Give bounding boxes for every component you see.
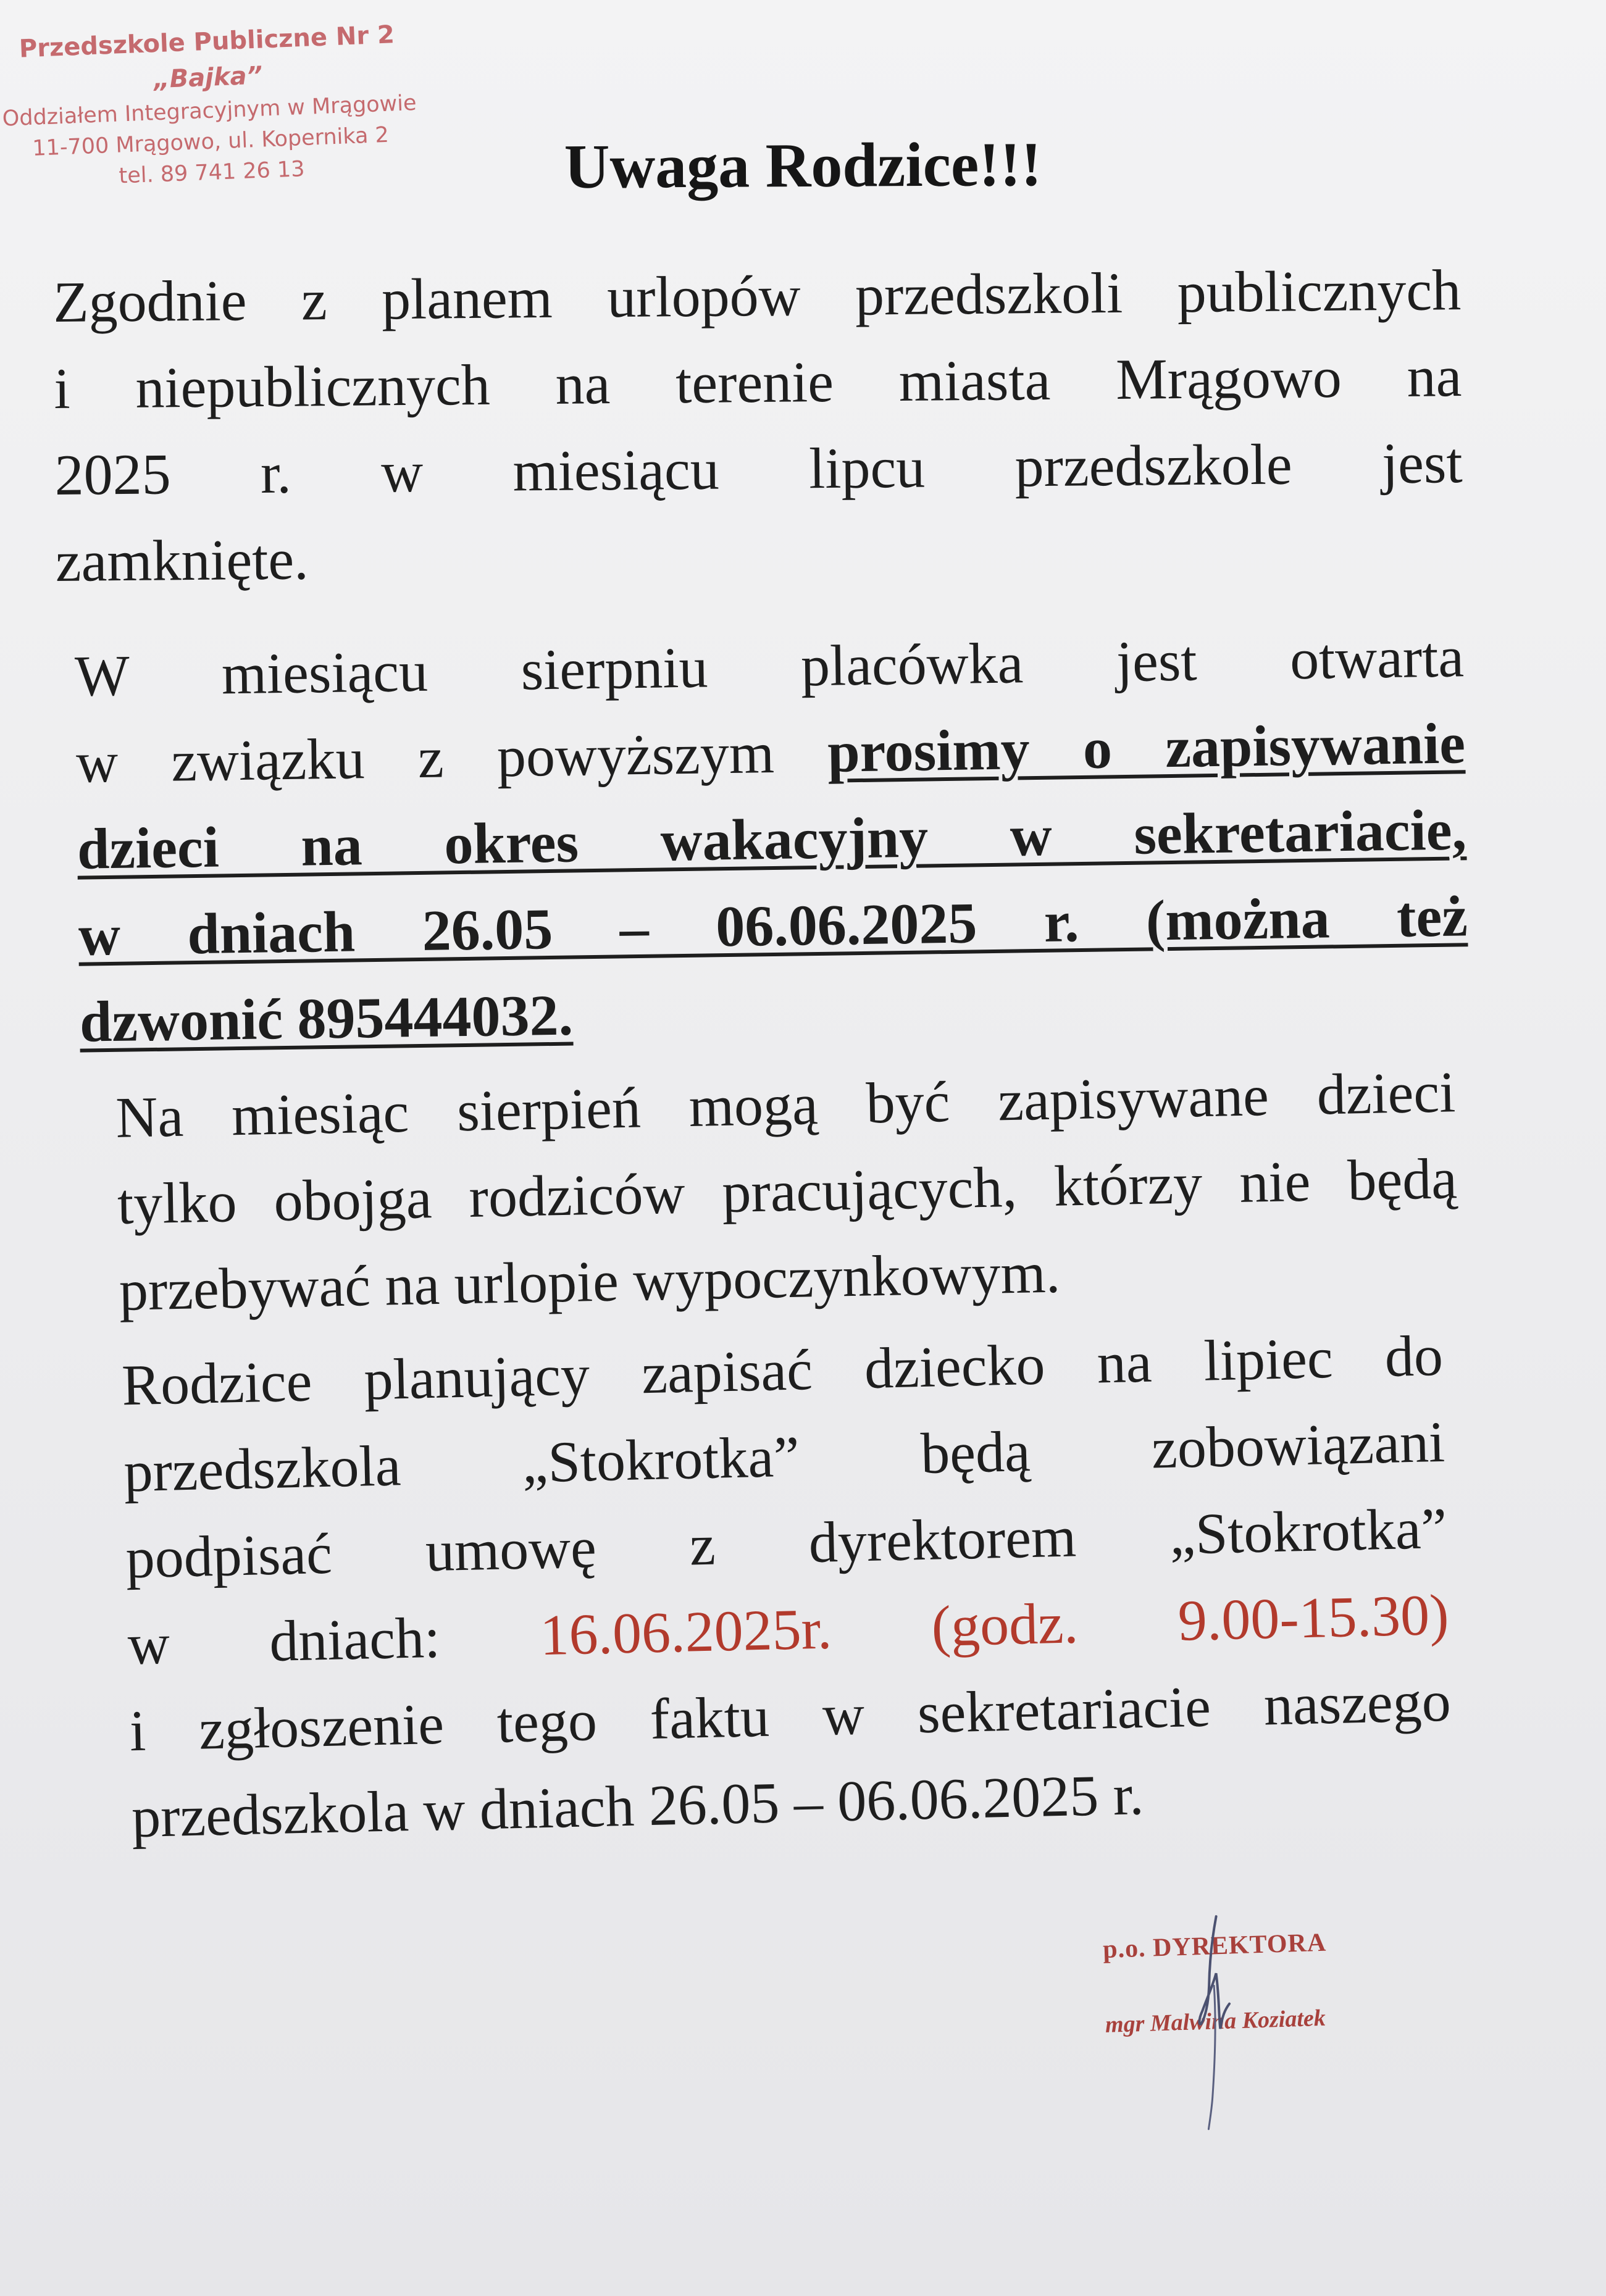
paragraph-vacation-plan [53,247,1464,605]
paragraph-eligibility [115,1049,1460,1334]
p4-line-1: Rodzice planujący zapisać dziecko na lipiec do [121,1323,1444,1418]
p3-line-2: tylko obojga rodziców pracujących, którzy nie będą [117,1146,1458,1237]
p2-line-4: w dniach 26.05 – 06.06.2025 r. (można też [78,884,1468,968]
p1-line-2: i niepublicznych na terenie miasta Mrągowo na [53,344,1462,421]
director-signature-block [1089,1906,1392,2138]
p4-line-5: i zgłoszenie tego faktu w sekretariacie naszego [128,1669,1452,1764]
p3-line-3: przebywać na urlopie wypoczynkowym. [118,1240,1061,1323]
p2-line-5-phone: dzwonić 895444032. [79,983,574,1054]
p3-line-1: Na miesiąc sierpień mogą być zapisywane dzieci [115,1060,1457,1150]
stamp-school-name: Przedszkole Publiczne Nr 2 [19,20,395,64]
registration-request: prosimy o zapisywanie [827,711,1466,785]
p4-line-2: przedszkola „Stokrotka” będą zobowiązani [123,1409,1446,1505]
director-name-stamp: mgr Malwina Koziatek [1105,2005,1326,2038]
p4-line-3: podpisać umowę z dyrektorem „Stokrotka” [125,1496,1448,1591]
p4-line-6: przedszkola w dniach 26.05 – 06.06.2025 r. [131,1763,1145,1850]
p1-line-3: 2025 r. w miesiącu lipcu przedszkole jest [54,431,1463,507]
stamp-phone: tel. 89 741 26 13 [118,157,306,189]
notice-title: Uwaga Rodzice!!! [564,129,1042,202]
p1-line-4: zamknięte. [55,527,309,594]
p1-line-1: Zgodnie z planem urlopów przedszkoli publicznych [52,258,1462,335]
handwritten-signature [1089,1906,1392,2138]
stamp-department: Oddziałem Integracyjnym w Mrągowie [2,90,417,131]
paragraph-july-stokrotka [121,1313,1454,1861]
director-title-stamp: p.o. DYREKTORA [1102,1928,1327,1964]
stamp-address: 11-700 Mrągowo, ul. Kopernika 2 [31,122,390,161]
paragraph-august-registration [74,614,1470,1065]
p2-line-1: W miesiącu sierpniu placówka jest otwarta [74,625,1465,709]
contract-date-hours: 16.06.2025r. (godz. 9.00-15.30) [539,1582,1450,1668]
stamp-school-nickname: „Bajka” [153,61,264,94]
p2-line-3: dzieci na okres wakacyjny w sekretariacie, [77,798,1467,882]
p4-line-4: w dniach: 16.06.2025r. (godz. 9.00-15.30) [127,1582,1450,1677]
p2-line-2: w związku z powyższym prosimy o zapisywanie [75,711,1466,795]
